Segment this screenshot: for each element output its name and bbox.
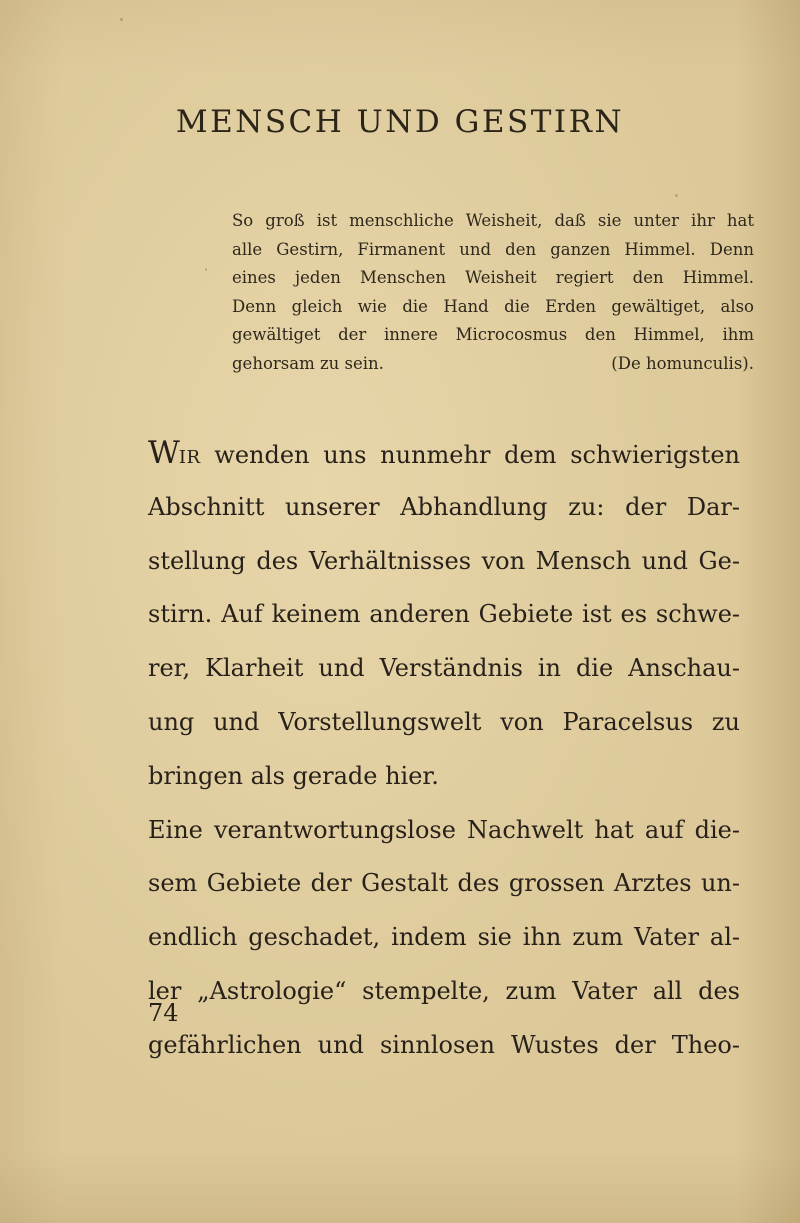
body-line: gefährlichen und sinnlosen Wustes der Theo- bbox=[148, 1030, 740, 1059]
body-first-line bbox=[148, 427, 740, 481]
paper-spot bbox=[205, 268, 207, 271]
body-line: ung und Vorstellungswelt von Paracelsus zu bbox=[148, 707, 740, 736]
motto-epigraph bbox=[232, 207, 754, 379]
motto-last-line bbox=[232, 350, 754, 379]
motto-line: eines jeden Menschen Weisheit regiert den Himmel. bbox=[232, 268, 754, 288]
first-line-rest: wenden uns nunmehr dem schwierigsten bbox=[200, 441, 740, 469]
body-line: stellung des Verhältnisses von Mensch und Ge- bbox=[148, 546, 740, 575]
motto-line: Denn gleich wie die Hand die Erden gewältiget, also bbox=[232, 296, 754, 316]
body-line: rer, Klarheit und Verständnis in die Anschau- bbox=[148, 654, 740, 683]
drop-cap: W bbox=[148, 435, 179, 471]
paper-spot bbox=[120, 18, 123, 21]
page-number: 74 bbox=[148, 999, 179, 1027]
motto-line: So groß ist menschliche Weisheit, daß sie unter ihr hat bbox=[232, 211, 754, 230]
body-line: Abschnitt unserer Abhandlung zu: der Dar- bbox=[148, 492, 740, 521]
motto-source: (De homunculis). bbox=[611, 353, 754, 373]
paper-spot bbox=[675, 194, 678, 197]
body-text bbox=[148, 427, 740, 1073]
motto-line: alle Gestirn, Firmanent und den ganzen Himmel. Denn bbox=[232, 239, 754, 259]
small-caps-word: IR bbox=[178, 447, 201, 468]
motto-line: gewältiget der innere Microcosmus den Himmel, ihm bbox=[232, 325, 754, 345]
body-line: ler „Astrologie“ stempelte, zum Vater all des bbox=[148, 976, 740, 1005]
body-line: sem Gebiete der Gestalt des grossen Arztes un- bbox=[148, 869, 740, 898]
body-line: stirn. Auf keinem anderen Gebiete ist es schwe- bbox=[148, 600, 740, 629]
body-line: endlich geschadet, indem sie ihn zum Vater al- bbox=[148, 923, 740, 952]
body-line: Eine verantwortungslose Nachwelt hat auf die- bbox=[148, 815, 740, 844]
running-title: MENSCH UND GESTIRN bbox=[175, 104, 625, 140]
motto-line: gehorsam zu sein. bbox=[232, 353, 384, 373]
body-line: bringen als gerade hier. bbox=[148, 761, 439, 790]
